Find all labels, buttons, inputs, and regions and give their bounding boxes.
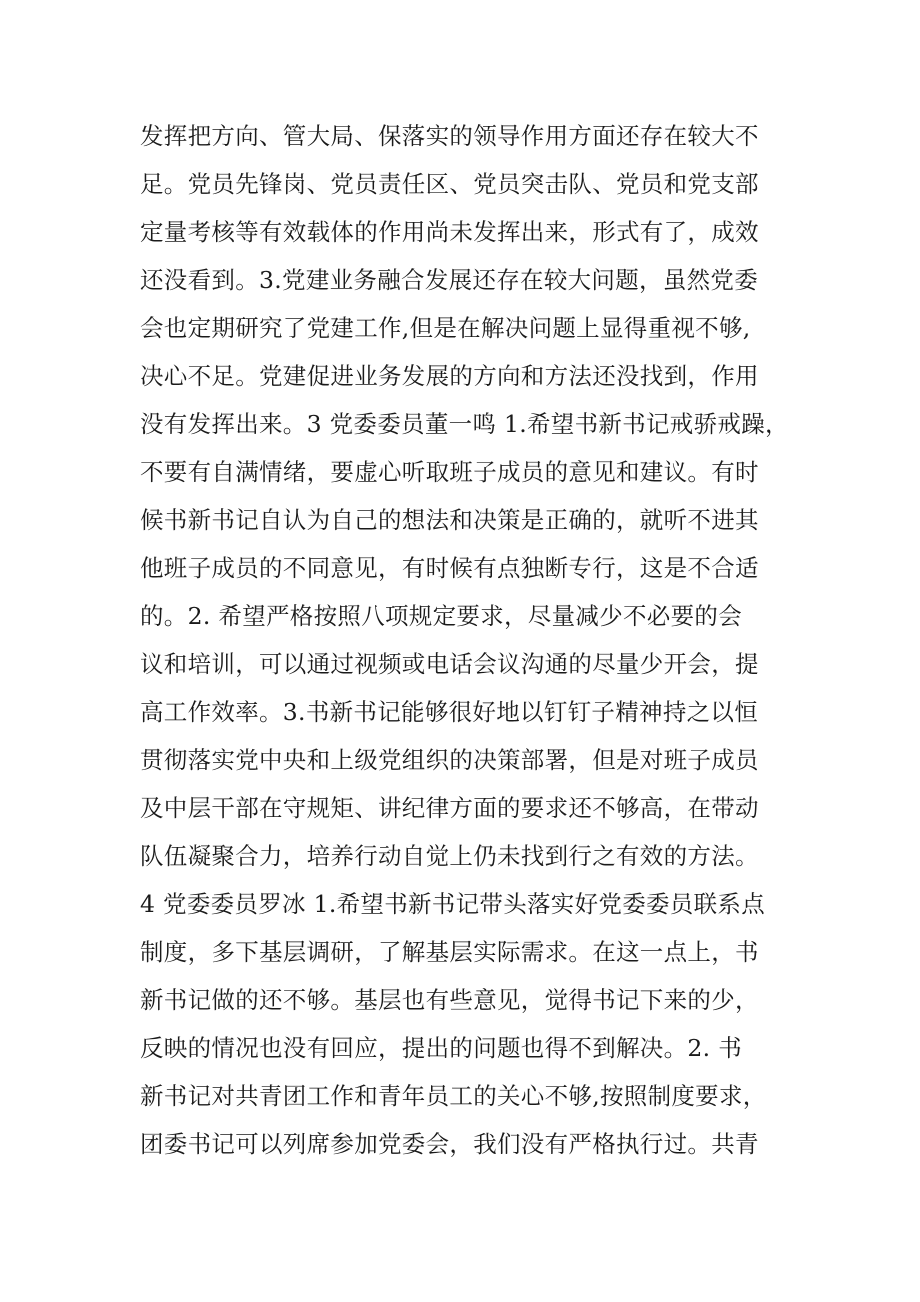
text-line: 新书记做的还不够。基层也有些意见，觉得书记下来的少， — [140, 986, 759, 1014]
text-line: 4 党委委员罗冰 1.希望书新书记带头落实好党委委员联系点 — [140, 890, 766, 918]
text-line: 足。党员先锋岗、党员责任区、党员突击队、党员和党支部 — [140, 170, 759, 198]
text-line: 队伍凝聚合力，培养行动自觉上仍未找到行之有效的方法。 — [140, 842, 759, 870]
text-line: 决心不足。党建促进业务发展的方向和方法还没找到，作用 — [140, 362, 759, 390]
text-line: 他班子成员的不同意见，有时候有点独断专行，这是不合适 — [140, 554, 759, 582]
text-line: 的。2. 希望严格按照八项规定要求，尽量减少不必要的会 — [140, 602, 742, 630]
text-line: 团委书记可以列席参加党委会，我们没有严格执行过。共青 — [140, 1130, 759, 1158]
text-line: 候书新书记自认为自己的想法和决策是正确的，就听不进其 — [140, 506, 759, 534]
text-line: 贯彻落实党中央和上级党组织的决策部署，但是对班子成员 — [140, 746, 759, 774]
text-line: 不要有自满情绪，要虚心听取班子成员的意见和建议。有时 — [140, 458, 759, 486]
text-line: 议和培训，可以通过视频或电话会议沟通的尽量少开会，提 — [140, 650, 759, 678]
text-line: 会也定期研究了党建工作,但是在解决问题上显得重视不够, — [140, 314, 751, 342]
body-text — [140, 112, 800, 1168]
text-line: 反映的情况也没有回应，提出的问题也得不到解决。2. 书 — [140, 1034, 742, 1062]
text-line: 发挥把方向、管大局、保落实的领导作用方面还存在较大不 — [140, 122, 759, 150]
text-line: 还没看到。3.党建业务融合发展还存在较大问题，虽然党委 — [140, 266, 759, 294]
text-line: 新书记对共青团工作和青年员工的关心不够,按照制度要求， — [140, 1082, 767, 1110]
text-line: 及中层干部在守规矩、讲纪律方面的要求还不够高，在带动 — [140, 794, 759, 822]
text-line: 定量考核等有效载体的作用尚未发挥出来，形式有了，成效 — [140, 218, 759, 246]
text-line: 制度，多下基层调研，了解基层实际需求。在这一点上，书 — [140, 938, 759, 966]
text-line: 没有发挥出来。3 党委委员董一鸣 1.希望书新书记戒骄戒躁， — [140, 410, 789, 438]
text-line: 高工作效率。3.书新书记能够很好地以钉钉子精神持之以恒 — [140, 698, 759, 726]
